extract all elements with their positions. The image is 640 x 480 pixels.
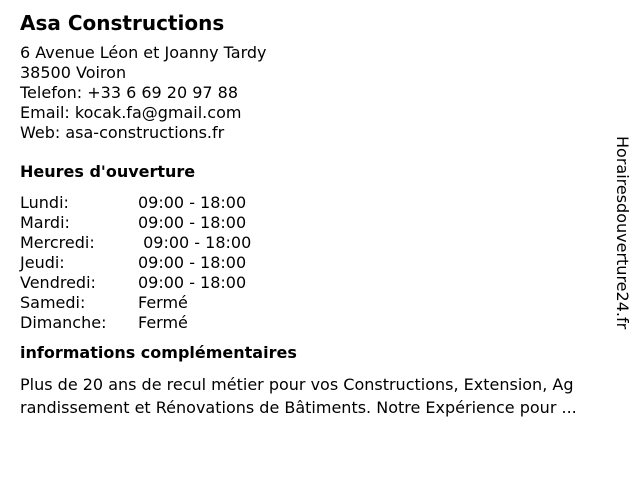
business-name: Asa Constructions [20, 11, 225, 35]
hours-row-sunday [20, 313, 610, 333]
email-line: Email: kocak.fa@gmail.com [20, 103, 242, 122]
day-label: Vendredi: [20, 273, 96, 292]
additional-info-line-1: Plus de 20 ans de recul métier pour vos Constructions, Extension, Ag [20, 375, 574, 394]
web-line: Web: asa-constructions.fr [20, 123, 225, 142]
hours-row-wednesday [20, 233, 610, 253]
hours-row-thursday [20, 253, 610, 273]
address-city: 38500 Voiron [20, 63, 127, 82]
day-hours: 09:00 - 18:00 [138, 233, 252, 252]
day-hours: 09:00 - 18:00 [138, 213, 247, 232]
phone-line: Telefon: +33 6 69 20 97 88 [20, 83, 239, 102]
day-label: Mardi: [20, 213, 70, 232]
additional-info-text [20, 373, 630, 419]
hours-row-friday [20, 273, 610, 293]
day-label: Jeudi: [20, 253, 65, 272]
day-label: Samedi: [20, 293, 86, 312]
day-label: Dimanche: [20, 313, 107, 332]
day-label: Lundi: [20, 193, 69, 212]
address-street: 6 Avenue Léon et Joanny Tardy [20, 43, 267, 62]
day-hours: Fermé [138, 313, 188, 332]
day-hours: Fermé [138, 293, 188, 312]
day-label: Mercredi: [20, 233, 95, 252]
additional-info-line-2: randissement et Rénovations de Bâtiments. Notre Expérience pour ... [20, 398, 577, 417]
business-card [20, 10, 610, 419]
opening-hours-table [20, 193, 610, 333]
day-hours: 09:00 - 18:00 [138, 253, 247, 272]
additional-info-heading: informations complémentaires [20, 343, 297, 362]
hours-row-saturday [20, 293, 610, 313]
hours-row-monday [20, 193, 610, 213]
hours-row-tuesday [20, 213, 610, 233]
day-hours: 09:00 - 18:00 [138, 193, 247, 212]
day-hours: 09:00 - 18:00 [138, 273, 247, 292]
site-watermark: Horairesdouverture24.fr [613, 136, 632, 330]
opening-hours-heading: Heures d'ouverture [20, 162, 196, 181]
